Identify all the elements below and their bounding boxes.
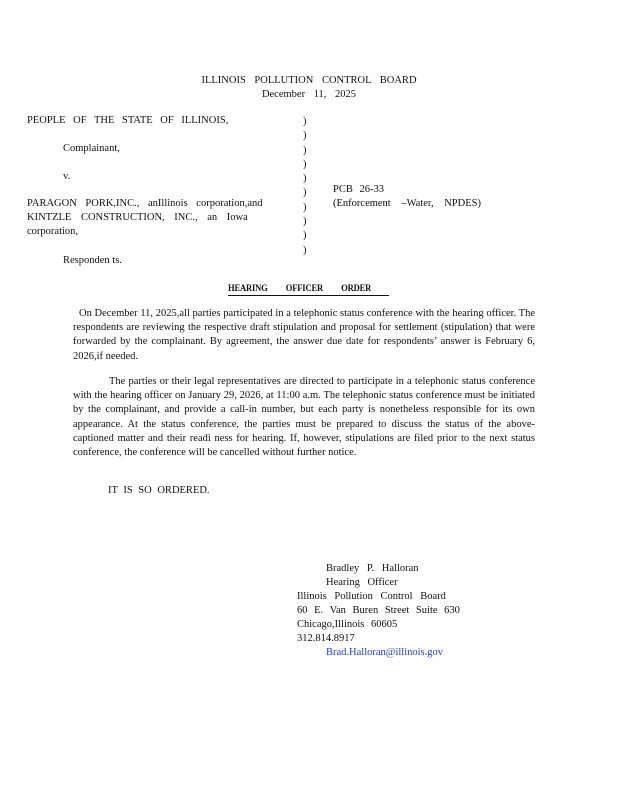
caption-paren: ) xyxy=(303,187,307,199)
respondent-line-2: KINTZLE CONSTRUCTION, INC., an Iowa xyxy=(27,212,248,223)
signer-address: 60 E. Van Buren Street Suite 630 xyxy=(297,605,460,616)
signer-agency: Illinois Pollution Control Board xyxy=(297,591,446,602)
plaintiff-role: Complainant, xyxy=(63,143,120,154)
closing-statement: IT IS SO ORDERED. xyxy=(108,485,210,496)
case-type: (Enforcement –Water, NPDES) xyxy=(333,198,481,209)
agency-title: ILLINOIS POLLUTION CONTROL BOARD xyxy=(201,75,417,86)
caption-paren: ) xyxy=(303,130,307,142)
caption-paren: ) xyxy=(303,144,307,156)
respondent-role: Responden ts. xyxy=(63,255,122,266)
order-title-underline xyxy=(228,295,389,296)
case-number: PCB 26-33 xyxy=(333,184,384,195)
signer-city: Chicago,Illinois 60605 xyxy=(297,619,398,630)
versus-label: v. xyxy=(63,171,71,182)
caption-paren-column xyxy=(303,115,307,258)
signer-phone: 312.814.8917 xyxy=(297,633,355,644)
caption-paren: ) xyxy=(303,201,307,213)
body-paragraph-2: The parties or their legal representatives are directed to participate in a telephonic status conference with the hearing officer on January 29, 2026, at 11:00 a.m. The telephonic status conference must be initiated by the complainant, and provide a call-in number, but each party is nonetheless responsible for its own appearance. At the status conference, the parties must be prepared to discuss the status of the above- captioned matter and their readi ness for hearing. If, however, stipulations are filed prior to the next status conference, the conference will be cancelled without further notice. xyxy=(73,376,535,459)
document-header xyxy=(0,74,618,102)
caption-paren: ) xyxy=(303,158,307,170)
respondent-line-1: PARAGON PORK,INC., anIllinois corporation,and xyxy=(27,198,263,209)
caption-paren: ) xyxy=(303,244,307,256)
caption-paren: ) xyxy=(303,116,307,127)
body-paragraph-1: On December 11, 2025,all parties participated in a telephonic status conference with the hearing officer. The respondents are reviewing the respective draft stipulation and proposal for settlement (stipulation) that were forwarded by the complainant. By agreement, the answer due date for respondents’ answer is February 6, 2026,if needed. xyxy=(73,308,535,362)
caption-paren: ) xyxy=(303,173,307,185)
respondent-line-3: corporation, xyxy=(27,226,79,237)
order-title: HEARING OFFICER ORDER xyxy=(228,284,372,294)
signer-title: Hearing Officer xyxy=(326,577,398,588)
caption-paren: ) xyxy=(303,216,307,228)
order-date: December 11, 2025 xyxy=(261,89,357,100)
signer-email-link[interactable]: Brad.Halloran@illinois.gov xyxy=(326,647,443,658)
plaintiff-name: PEOPLE OF THE STATE OF ILLINOIS, xyxy=(27,115,229,126)
signer-name: Bradley P. Halloran xyxy=(326,563,419,574)
caption-paren: ) xyxy=(303,230,307,242)
